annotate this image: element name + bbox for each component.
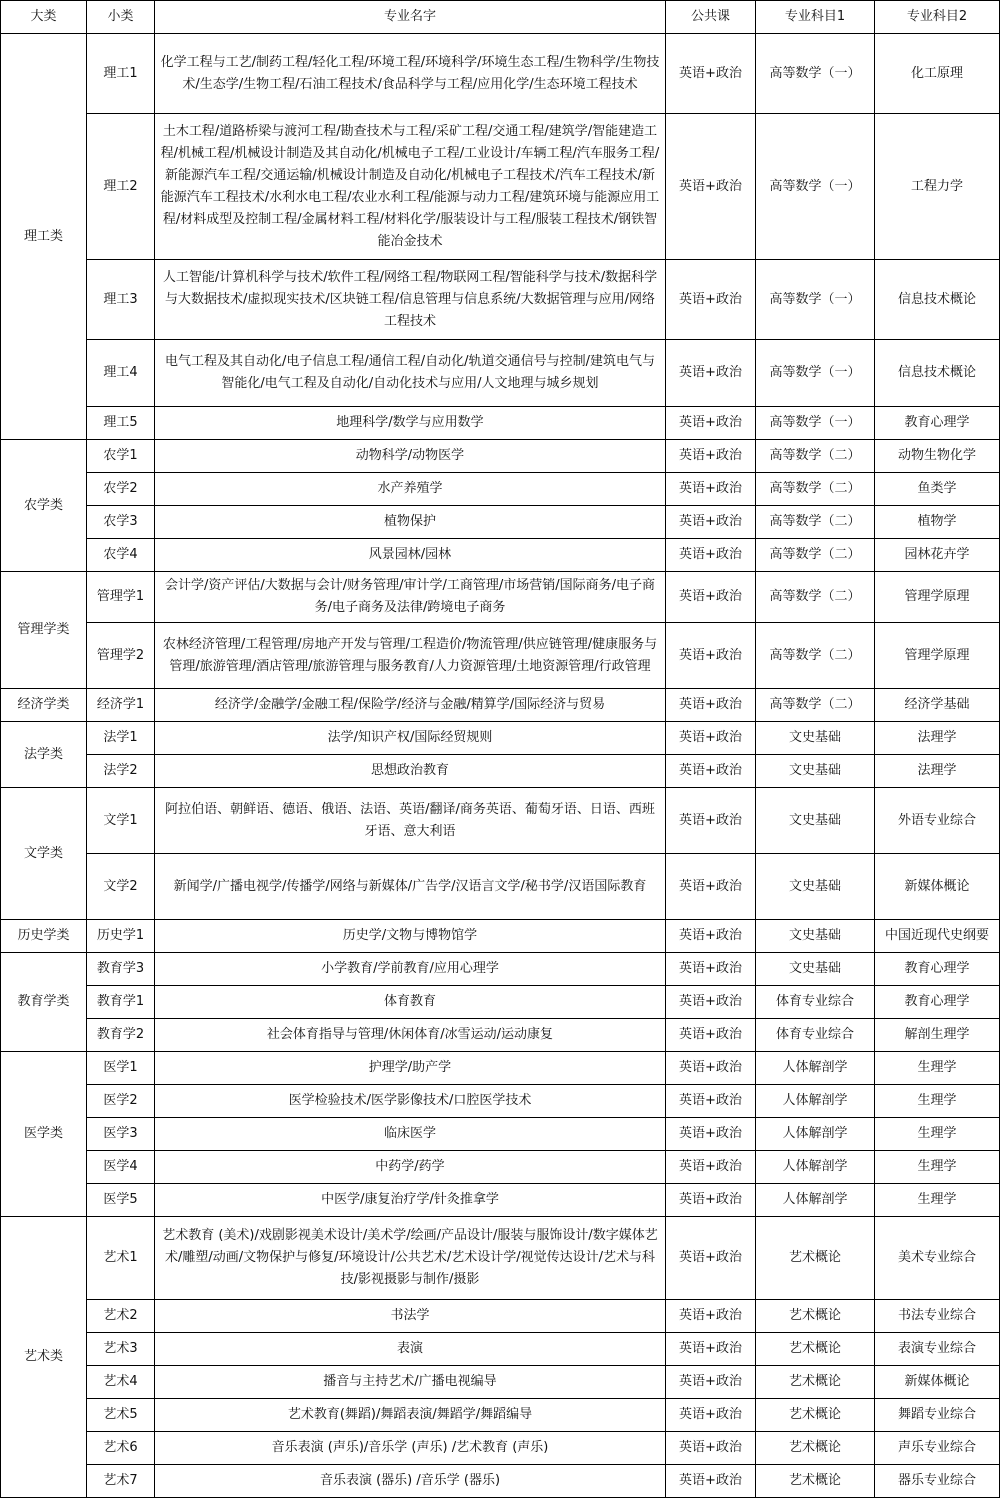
subject-1-cell: 文史基础 [756, 755, 875, 788]
table-row [1, 260, 1000, 340]
subject-1-cell: 文史基础 [756, 854, 875, 920]
category-cell: 艺术类 [1, 1217, 87, 1498]
subcategory-cell: 医学2 [87, 1085, 155, 1118]
public-course-cell: 英语+政治 [666, 1432, 756, 1465]
subject-1-cell: 体育专业综合 [756, 986, 875, 1019]
public-course-cell: 英语+政治 [666, 1019, 756, 1052]
subcategory-cell: 理工5 [87, 407, 155, 440]
subject-2-cell: 美术专业综合 [875, 1217, 1000, 1300]
subject-2-cell: 植物学 [875, 506, 1000, 539]
header-major-names: 专业名字 [155, 1, 666, 34]
table-row [1, 689, 1000, 722]
subject-1-cell: 高等数学（一） [756, 114, 875, 260]
table-row [1, 1052, 1000, 1085]
subject-2-cell: 信息技术概论 [875, 340, 1000, 407]
category-cell: 文学类 [1, 788, 87, 920]
subcategory-cell: 农学2 [87, 473, 155, 506]
subcategory-cell: 农学4 [87, 539, 155, 572]
subject-1-cell: 文史基础 [756, 953, 875, 986]
header-public-course: 公共课 [666, 1, 756, 34]
subject-1-cell: 高等数学（二） [756, 506, 875, 539]
subcategory-cell: 理工2 [87, 114, 155, 260]
table-row [1, 1217, 1000, 1300]
subcategory-cell: 艺术4 [87, 1366, 155, 1399]
subcategory-cell: 文学2 [87, 854, 155, 920]
header-category: 大类 [1, 1, 87, 34]
table-row [1, 1399, 1000, 1432]
subject-1-cell: 高等数学（二） [756, 572, 875, 623]
major-names-cell: 艺术教育(舞蹈)/舞蹈表演/舞蹈学/舞蹈编导 [155, 1399, 666, 1432]
table-row [1, 722, 1000, 755]
subject-1-cell: 人体解剖学 [756, 1052, 875, 1085]
table-body [1, 34, 1000, 1498]
public-course-cell: 英语+政治 [666, 1151, 756, 1184]
table-row [1, 788, 1000, 854]
subject-2-cell: 动物生物化学 [875, 440, 1000, 473]
subject-1-cell: 高等数学（二） [756, 689, 875, 722]
subcategory-cell: 艺术3 [87, 1333, 155, 1366]
public-course-cell: 英语+政治 [666, 1333, 756, 1366]
subcategory-cell: 医学4 [87, 1151, 155, 1184]
table-row [1, 1366, 1000, 1399]
public-course-cell: 英语+政治 [666, 1217, 756, 1300]
table-row [1, 407, 1000, 440]
major-names-cell: 中药学/药学 [155, 1151, 666, 1184]
major-names-cell: 会计学/资产评估/大数据与会计/财务管理/审计学/工商管理/市场营销/国际商务/电子商务/电子商务及法律/跨境电子商务 [155, 572, 666, 623]
table-row [1, 34, 1000, 114]
subject-1-cell: 高等数学（二） [756, 539, 875, 572]
subject-2-cell: 器乐专业综合 [875, 1465, 1000, 1498]
subcategory-cell: 医学1 [87, 1052, 155, 1085]
table-row [1, 539, 1000, 572]
public-course-cell: 英语+政治 [666, 260, 756, 340]
subcategory-cell: 医学3 [87, 1118, 155, 1151]
public-course-cell: 英语+政治 [666, 755, 756, 788]
header-row [1, 1, 1000, 34]
subject-1-cell: 人体解剖学 [756, 1085, 875, 1118]
major-names-cell: 艺术教育 (美术)/戏剧影视美术设计/美术学/绘画/产品设计/服装与服饰设计/数字媒体艺术/雕塑/动画/文物保护与修复/环境设计/公共艺术/艺术设计学/视觉传达设计/艺术与科技/影视摄影与制作/摄影 [155, 1217, 666, 1300]
subject-2-cell: 新媒体概论 [875, 854, 1000, 920]
major-names-cell: 音乐表演 (器乐) /音乐学 (器乐) [155, 1465, 666, 1498]
subcategory-cell: 农学3 [87, 506, 155, 539]
table-row [1, 755, 1000, 788]
table-row [1, 114, 1000, 260]
major-names-cell: 法学/知识产权/国际经贸规则 [155, 722, 666, 755]
category-cell: 法学类 [1, 722, 87, 788]
major-names-cell: 土木工程/道路桥梁与渡河工程/勘查技术与工程/采矿工程/交通工程/建筑学/智能建造工程/机械工程/机械设计制造及其自动化/机械电子工程/工业设计/车辆工程/汽车服务工程/新能源汽车工程/交通运输/机械设计制造及自动化/机械电子工程技术/汽车工程技术/新能源汽车工程技术/水利水电工程/农业水利工程/能源与动力工程/建筑环境与能源应用工程/材料成型及控制工程/金属材料工程/材料化学/服装设计与工程/服装工程技术/钢铁智能冶金技术 [155, 114, 666, 260]
subject-1-cell: 文史基础 [756, 722, 875, 755]
subcategory-cell: 艺术5 [87, 1399, 155, 1432]
subcategory-cell: 管理学2 [87, 623, 155, 689]
subcategory-cell: 艺术1 [87, 1217, 155, 1300]
subject-2-cell: 生理学 [875, 1052, 1000, 1085]
subject-1-cell: 艺术概论 [756, 1399, 875, 1432]
public-course-cell: 英语+政治 [666, 1052, 756, 1085]
major-names-cell: 播音与主持艺术/广播电视编导 [155, 1366, 666, 1399]
public-course-cell: 英语+政治 [666, 473, 756, 506]
subject-1-cell: 体育专业综合 [756, 1019, 875, 1052]
subject-2-cell: 解剖生理学 [875, 1019, 1000, 1052]
category-cell: 历史学类 [1, 920, 87, 953]
subject-1-cell: 人体解剖学 [756, 1151, 875, 1184]
public-course-cell: 英语+政治 [666, 920, 756, 953]
header-subject-1: 专业科目1 [756, 1, 875, 34]
subcategory-cell: 文学1 [87, 788, 155, 854]
subject-2-cell: 生理学 [875, 1085, 1000, 1118]
public-course-cell: 英语+政治 [666, 722, 756, 755]
table-row [1, 1118, 1000, 1151]
major-names-cell: 植物保护 [155, 506, 666, 539]
subcategory-cell: 法学2 [87, 755, 155, 788]
subject-2-cell: 教育心理学 [875, 407, 1000, 440]
major-names-cell: 风景园林/园林 [155, 539, 666, 572]
major-names-cell: 思想政治教育 [155, 755, 666, 788]
subject-2-cell: 教育心理学 [875, 953, 1000, 986]
major-names-cell: 动物科学/动物医学 [155, 440, 666, 473]
header-subject-2: 专业科目2 [875, 1, 1000, 34]
major-names-cell: 人工智能/计算机科学与技术/软件工程/网络工程/物联网工程/智能科学与技术/数据科学与大数据技术/虚拟现实技术/区块链工程/信息管理与信息系统/大数据管理与应用/网络工程技术 [155, 260, 666, 340]
public-course-cell: 英语+政治 [666, 1085, 756, 1118]
public-course-cell: 英语+政治 [666, 34, 756, 114]
table-row [1, 953, 1000, 986]
public-course-cell: 英语+政治 [666, 539, 756, 572]
subject-2-cell: 信息技术概论 [875, 260, 1000, 340]
subcategory-cell: 艺术2 [87, 1300, 155, 1333]
category-cell: 教育学类 [1, 953, 87, 1052]
major-names-cell: 新闻学/广播电视学/传播学/网络与新媒体/广告学/汉语言文学/秘书学/汉语国际教育 [155, 854, 666, 920]
public-course-cell: 英语+政治 [666, 1118, 756, 1151]
public-course-cell: 英语+政治 [666, 1300, 756, 1333]
table-row [1, 1333, 1000, 1366]
major-names-cell: 表演 [155, 1333, 666, 1366]
subject-1-cell: 高等数学（一） [756, 407, 875, 440]
major-names-cell: 阿拉伯语、朝鲜语、德语、俄语、法语、英语/翻译/商务英语、葡萄牙语、日语、西班牙语、意大利语 [155, 788, 666, 854]
table-row [1, 854, 1000, 920]
subject-1-cell: 高等数学（一） [756, 260, 875, 340]
subject-1-cell: 艺术概论 [756, 1300, 875, 1333]
major-names-cell: 小学教育/学前教育/应用心理学 [155, 953, 666, 986]
subject-2-cell: 管理学原理 [875, 623, 1000, 689]
subject-1-cell: 艺术概论 [756, 1366, 875, 1399]
public-course-cell: 英语+政治 [666, 340, 756, 407]
category-cell: 农学类 [1, 440, 87, 572]
major-names-cell: 电气工程及其自动化/电子信息工程/通信工程/自动化/轨道交通信号与控制/建筑电气与智能化/电气工程及自动化/自动化技术与应用/人文地理与城乡规划 [155, 340, 666, 407]
subcategory-cell: 教育学1 [87, 986, 155, 1019]
public-course-cell: 英语+政治 [666, 623, 756, 689]
table-row [1, 1465, 1000, 1498]
subject-2-cell: 外语专业综合 [875, 788, 1000, 854]
category-cell: 管理学类 [1, 572, 87, 689]
public-course-cell: 英语+政治 [666, 1465, 756, 1498]
subject-1-cell: 高等数学（一） [756, 340, 875, 407]
subject-2-cell: 舞蹈专业综合 [875, 1399, 1000, 1432]
public-course-cell: 英语+政治 [666, 986, 756, 1019]
subject-2-cell: 生理学 [875, 1118, 1000, 1151]
subcategory-cell: 理工3 [87, 260, 155, 340]
subcategory-cell: 理工1 [87, 34, 155, 114]
subject-1-cell: 艺术概论 [756, 1432, 875, 1465]
major-names-cell: 体育教育 [155, 986, 666, 1019]
subject-1-cell: 高等数学（一） [756, 34, 875, 114]
subject-2-cell: 法理学 [875, 755, 1000, 788]
subject-2-cell: 工程力学 [875, 114, 1000, 260]
subject-1-cell: 高等数学（二） [756, 473, 875, 506]
table-row [1, 572, 1000, 623]
major-names-cell: 水产养殖学 [155, 473, 666, 506]
table-row [1, 340, 1000, 407]
table-header [1, 1, 1000, 34]
subject-2-cell: 中国近现代史纲要 [875, 920, 1000, 953]
subject-2-cell: 鱼类学 [875, 473, 1000, 506]
subject-1-cell: 艺术概论 [756, 1465, 875, 1498]
table-row [1, 473, 1000, 506]
table-row [1, 986, 1000, 1019]
major-names-cell: 历史学/文物与博物馆学 [155, 920, 666, 953]
subcategory-cell: 理工4 [87, 340, 155, 407]
subcategory-cell: 医学5 [87, 1184, 155, 1217]
major-names-cell: 临床医学 [155, 1118, 666, 1151]
subject-2-cell: 法理学 [875, 722, 1000, 755]
subject-2-cell: 生理学 [875, 1184, 1000, 1217]
table-row [1, 440, 1000, 473]
table-row [1, 1300, 1000, 1333]
public-course-cell: 英语+政治 [666, 1184, 756, 1217]
subcategory-cell: 农学1 [87, 440, 155, 473]
subject-1-cell: 艺术概论 [756, 1333, 875, 1366]
category-cell: 经济学类 [1, 689, 87, 722]
public-course-cell: 英语+政治 [666, 1366, 756, 1399]
table-row [1, 920, 1000, 953]
subject-2-cell: 管理学原理 [875, 572, 1000, 623]
table-row [1, 623, 1000, 689]
subcategory-cell: 历史学1 [87, 920, 155, 953]
major-names-cell: 经济学/金融学/金融工程/保险学/经济与金融/精算学/国际经济与贸易 [155, 689, 666, 722]
major-names-cell: 音乐表演 (声乐)/音乐学 (声乐) /艺术教育 (声乐) [155, 1432, 666, 1465]
subject-2-cell: 新媒体概论 [875, 1366, 1000, 1399]
major-names-cell: 地理科学/数学与应用数学 [155, 407, 666, 440]
table-row [1, 1085, 1000, 1118]
public-course-cell: 英语+政治 [666, 572, 756, 623]
subject-2-cell: 园林花卉学 [875, 539, 1000, 572]
major-names-cell: 医学检验技术/医学影像技术/口腔医学技术 [155, 1085, 666, 1118]
major-names-cell: 化学工程与工艺/制药工程/轻化工程/环境工程/环境科学/环境生态工程/生物科学/生物技术/生态学/生物工程/石油工程技术/食品科学与工程/应用化学/生态环境工程技术 [155, 34, 666, 114]
major-names-cell: 农林经济管理/工程管理/房地产开发与管理/工程造价/物流管理/供应链管理/健康服务与管理/旅游管理/酒店管理/旅游管理与服务教育/人力资源管理/土地资源管理/行政管理 [155, 623, 666, 689]
table-row [1, 1184, 1000, 1217]
subcategory-cell: 艺术6 [87, 1432, 155, 1465]
subject-1-cell: 人体解剖学 [756, 1118, 875, 1151]
table-row [1, 1432, 1000, 1465]
public-course-cell: 英语+政治 [666, 407, 756, 440]
subject-2-cell: 生理学 [875, 1151, 1000, 1184]
subcategory-cell: 管理学1 [87, 572, 155, 623]
category-cell: 医学类 [1, 1052, 87, 1217]
public-course-cell: 英语+政治 [666, 114, 756, 260]
public-course-cell: 英语+政治 [666, 506, 756, 539]
subject-2-cell: 教育心理学 [875, 986, 1000, 1019]
public-course-cell: 英语+政治 [666, 854, 756, 920]
subcategory-cell: 教育学2 [87, 1019, 155, 1052]
major-names-cell: 社会体育指导与管理/休闲体育/冰雪运动/运动康复 [155, 1019, 666, 1052]
subcategory-cell: 艺术7 [87, 1465, 155, 1498]
table-row [1, 1019, 1000, 1052]
subject-1-cell: 人体解剖学 [756, 1184, 875, 1217]
subject-1-cell: 高等数学（二） [756, 623, 875, 689]
subject-2-cell: 经济学基础 [875, 689, 1000, 722]
subcategory-cell: 教育学3 [87, 953, 155, 986]
public-course-cell: 英语+政治 [666, 440, 756, 473]
subject-2-cell: 化工原理 [875, 34, 1000, 114]
subject-2-cell: 声乐专业综合 [875, 1432, 1000, 1465]
table-row [1, 506, 1000, 539]
subject-2-cell: 书法专业综合 [875, 1300, 1000, 1333]
subject-1-cell: 艺术概论 [756, 1217, 875, 1300]
major-names-cell: 书法学 [155, 1300, 666, 1333]
header-subcategory: 小类 [87, 1, 155, 34]
subcategory-cell: 经济学1 [87, 689, 155, 722]
major-names-cell: 护理学/助产学 [155, 1052, 666, 1085]
public-course-cell: 英语+政治 [666, 953, 756, 986]
public-course-cell: 英语+政治 [666, 788, 756, 854]
subject-2-cell: 表演专业综合 [875, 1333, 1000, 1366]
public-course-cell: 英语+政治 [666, 689, 756, 722]
subcategory-cell: 法学1 [87, 722, 155, 755]
subject-1-cell: 高等数学（二） [756, 440, 875, 473]
table-row [1, 1151, 1000, 1184]
major-names-cell: 中医学/康复治疗学/针灸推拿学 [155, 1184, 666, 1217]
category-cell: 理工类 [1, 34, 87, 440]
subject-1-cell: 文史基础 [756, 788, 875, 854]
public-course-cell: 英语+政治 [666, 1399, 756, 1432]
subject-1-cell: 文史基础 [756, 920, 875, 953]
